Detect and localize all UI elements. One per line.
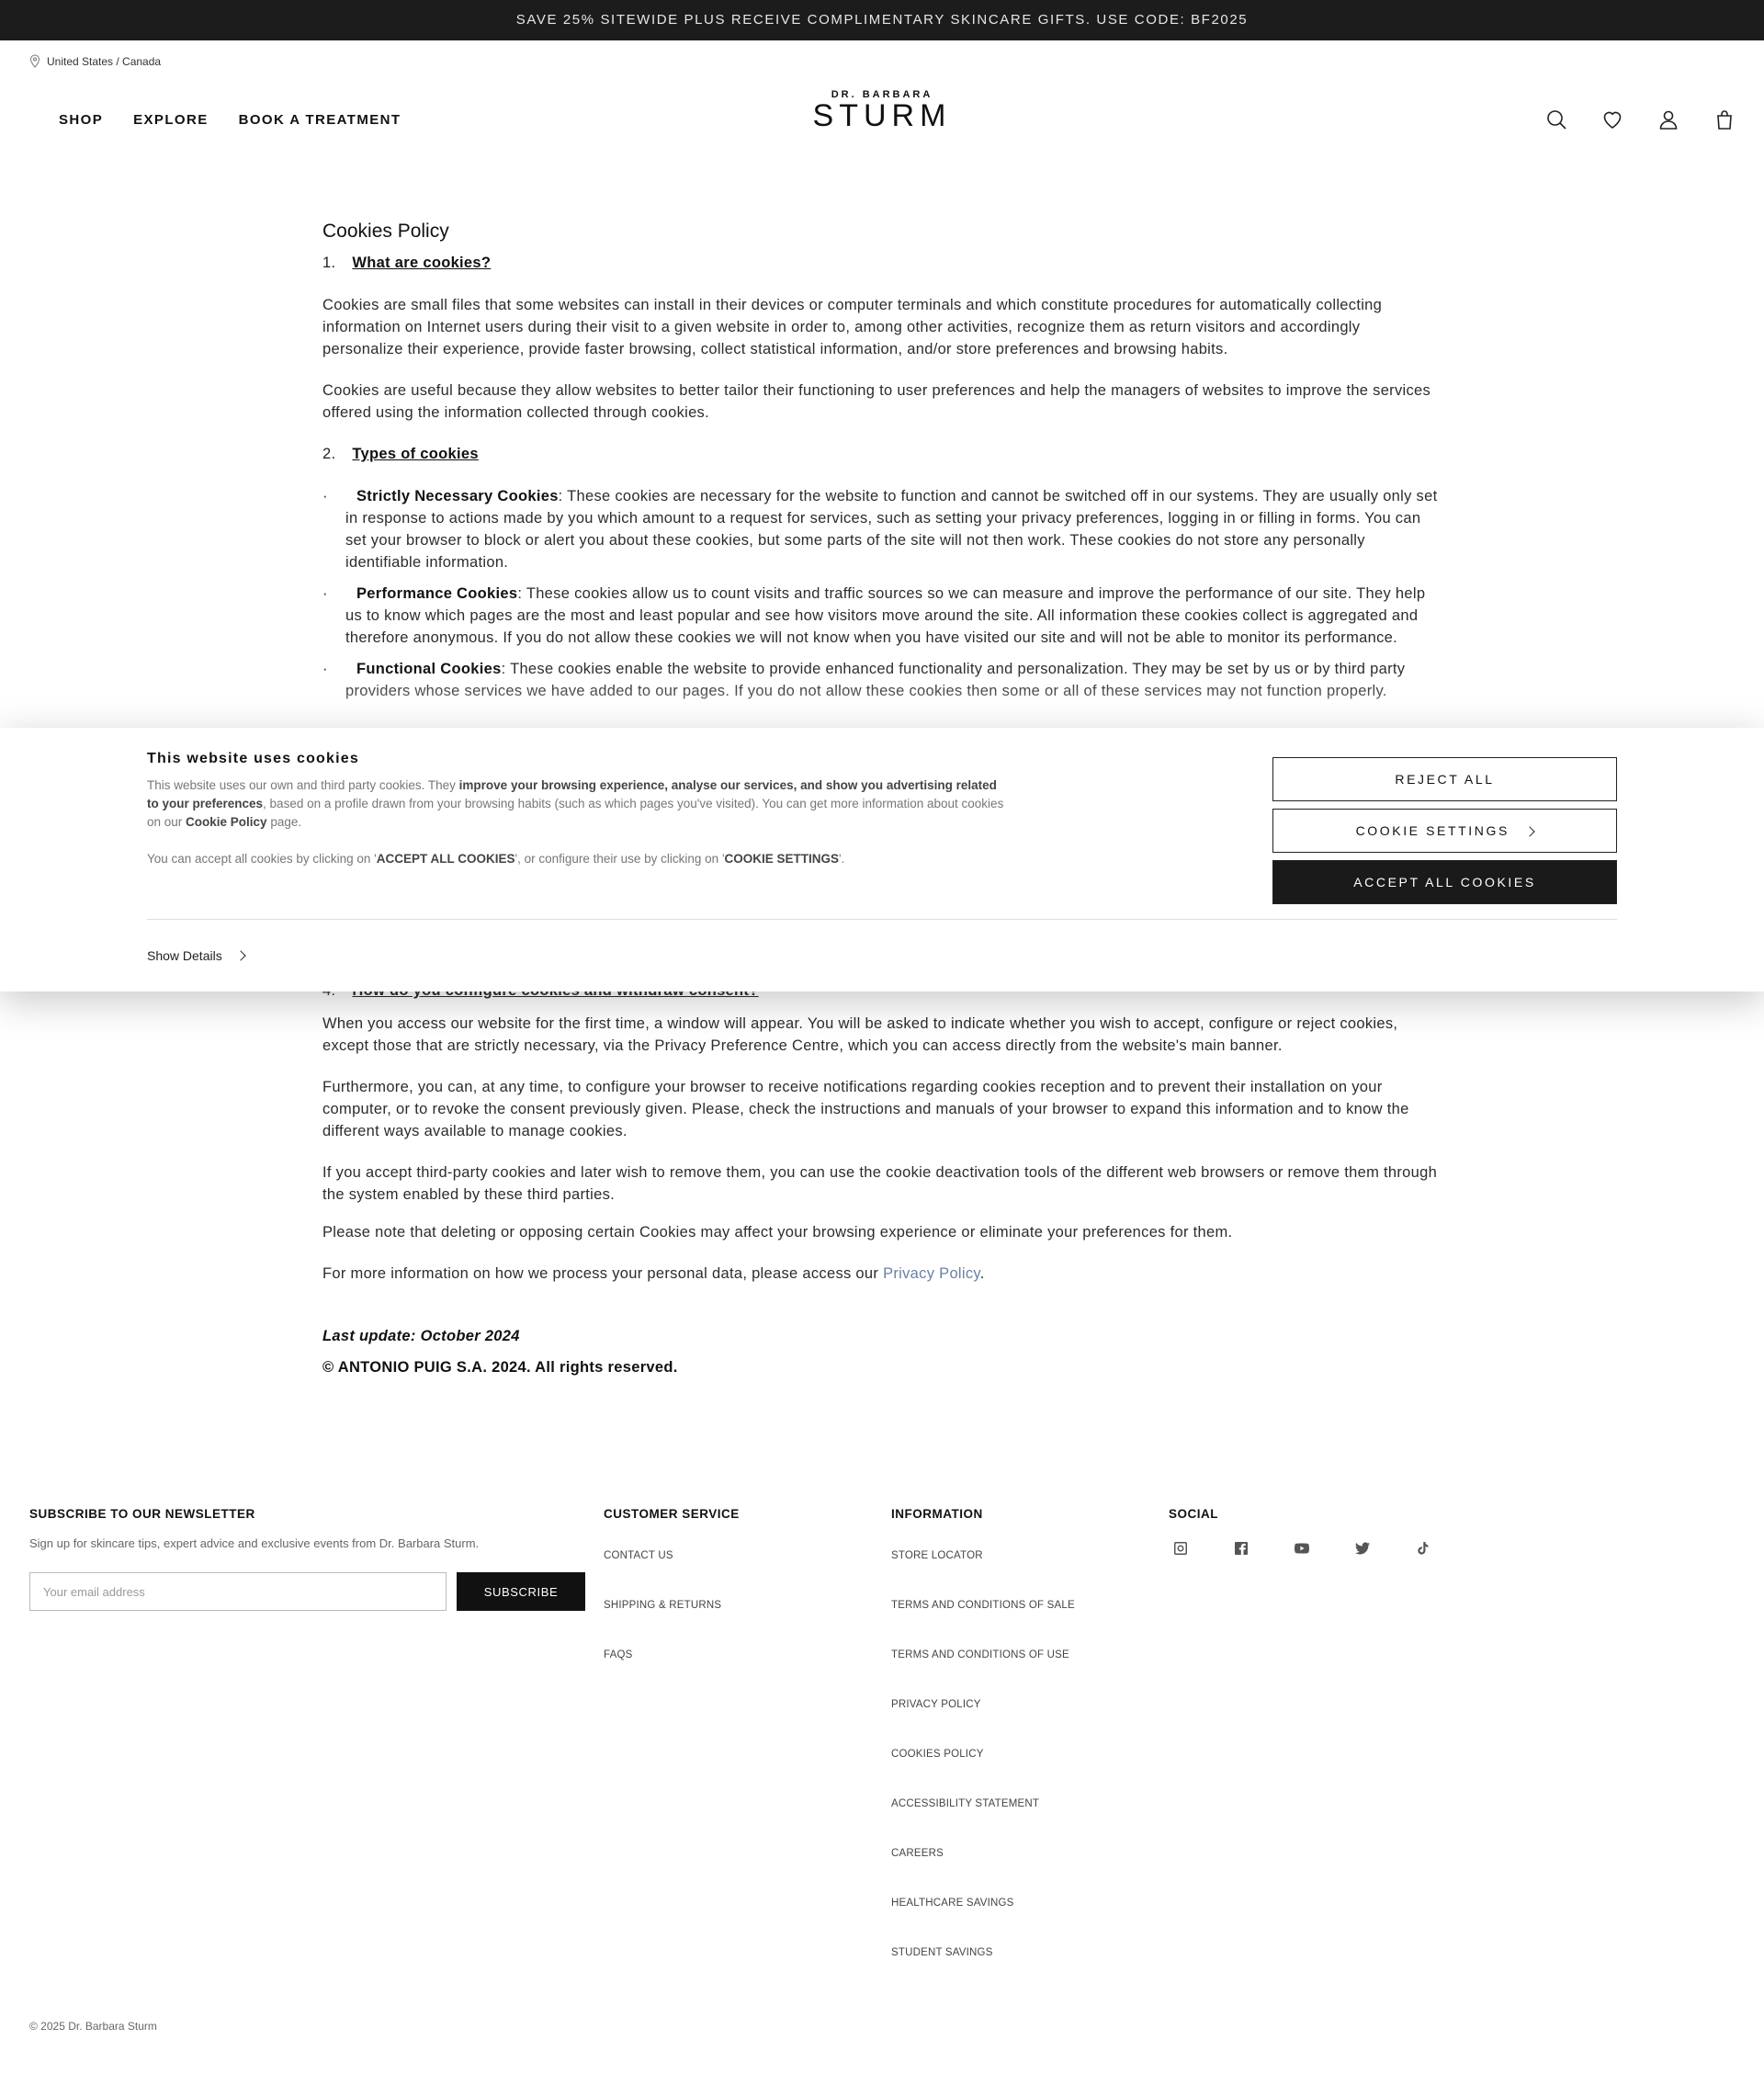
paragraph bbox=[322, 1263, 1443, 1285]
bullet-dot: · bbox=[322, 661, 328, 677]
policy-copyright: © ANTONIO PUIG S.A. 2024. All rights reserved. bbox=[322, 1359, 678, 1376]
region-label: United States / Canada bbox=[47, 54, 162, 68]
footer-link-privacy[interactable]: PRIVACY POLICY bbox=[891, 1699, 981, 1710]
footer-link-contact[interactable]: CONTACT US bbox=[604, 1550, 673, 1561]
section-number: 2. bbox=[322, 446, 336, 462]
region-selector[interactable] bbox=[29, 54, 161, 68]
cookie-settings-button[interactable] bbox=[1272, 809, 1617, 853]
newsletter-title: SUBSCRIBE TO OUR NEWSLETTER bbox=[29, 1507, 255, 1521]
cookie-banner-text bbox=[147, 776, 1011, 832]
cookie-banner-instructions bbox=[147, 850, 1011, 868]
social-title: SOCIAL bbox=[1169, 1507, 1219, 1521]
page-title: Cookies Policy bbox=[322, 221, 449, 242]
show-details-label: Show Details bbox=[147, 948, 222, 963]
footer-link-terms-sale[interactable]: TERMS AND CONDITIONS OF SALE bbox=[891, 1600, 1075, 1611]
heart-icon[interactable] bbox=[1600, 107, 1625, 132]
cookie-text-part: page. bbox=[266, 815, 302, 829]
footer-link-cookies[interactable]: COOKIES POLICY bbox=[891, 1749, 984, 1760]
twitter-icon[interactable] bbox=[1351, 1536, 1374, 1560]
footer-link-store-locator[interactable]: STORE LOCATOR bbox=[891, 1550, 983, 1561]
nav-explore[interactable]: EXPLORE bbox=[133, 112, 209, 128]
bullet-text: : These cookies enable the website to provide enhanced functionality and personalization. They may be set by us or by third party providers whose services we have added to our pages. If you do not allow these cookies then some or all of these services may not function properly. bbox=[345, 661, 1406, 699]
section-title: Types of cookies bbox=[352, 446, 479, 462]
privacy-text-end: . bbox=[979, 1265, 985, 1282]
divider bbox=[147, 919, 1617, 920]
instagram-icon[interactable] bbox=[1169, 1536, 1193, 1560]
header-icons bbox=[1544, 107, 1737, 132]
reject-all-button[interactable]: REJECT ALL bbox=[1272, 757, 1617, 801]
logo-main-text: STURM bbox=[812, 98, 952, 133]
footer-copyright: © 2025 Dr. Barbara Sturm bbox=[29, 2020, 157, 2033]
paragraph: Cookies are small files that some websites can install in their devices or computer terminals and which constitute procedures for automatically collecting information on Internet users during their visit to a given website in order to, among other activities, recognize them as return visitors and accordingly personalize their experience, provide faster browsing, collect statistical information, and/or store preferences and browsing habits. bbox=[322, 297, 1383, 357]
section-heading bbox=[322, 252, 1443, 274]
privacy-policy-link[interactable]: Privacy Policy bbox=[883, 1265, 980, 1282]
social-links bbox=[1169, 1536, 1435, 1560]
email-input[interactable]: Your email address bbox=[29, 1572, 447, 1611]
paragraph: Furthermore, you can, at any time, to configure your browser to receive notifications regarding cookies reception and to prevent their installation on your computer, or to revoke the consent previously given. Please, check the instructions and manuals of your browser to expand this information and to know the different ways available to manage cookies. bbox=[322, 1079, 1409, 1139]
youtube-icon[interactable] bbox=[1290, 1536, 1314, 1560]
bullet-title: Functional Cookies bbox=[356, 661, 502, 677]
bag-icon[interactable] bbox=[1712, 107, 1737, 132]
privacy-text: For more information on how we process your personal data, please access our bbox=[322, 1265, 884, 1282]
chevron-right-icon bbox=[235, 950, 245, 960]
last-update: Last update: October 2024 bbox=[322, 1328, 520, 1344]
cookie-text-bold: COOKIE SETTINGS bbox=[724, 852, 840, 866]
list-item bbox=[322, 485, 1443, 573]
facebook-icon[interactable] bbox=[1229, 1536, 1253, 1560]
list-item bbox=[322, 658, 1443, 702]
cookie-text-part: '. bbox=[839, 852, 845, 866]
cookie-text-part: ', or configure their use by clicking on ' bbox=[514, 852, 725, 866]
footer-link-shipping[interactable]: SHIPPING & RETURNS bbox=[604, 1600, 722, 1611]
cookie-text-part: This website uses our own and third party cookies. They bbox=[147, 778, 459, 792]
footer-link-healthcare[interactable]: HEALTHCARE SAVINGS bbox=[891, 1898, 1014, 1909]
paragraph: If you accept third-party cookies and later wish to remove them, you can use the cookie deactivation tools of the different web browsers or remove them through the system enabled by these third parties. bbox=[322, 1164, 1438, 1203]
accept-all-cookies-button[interactable]: ACCEPT ALL COOKIES bbox=[1272, 860, 1617, 904]
paragraph: Please note that deleting or opposing certain Cookies may affect your browsing experience or eliminate your preferences for them. bbox=[322, 1224, 1233, 1241]
section-number: 1. bbox=[322, 255, 336, 271]
footer-link-terms-use[interactable]: TERMS AND CONDITIONS OF USE bbox=[891, 1649, 1069, 1660]
newsletter-text: Sign up for skincare tips, expert advice and exclusive events from Dr. Barbara Sturm. bbox=[29, 1536, 480, 1550]
main-nav bbox=[59, 112, 401, 128]
information-title: INFORMATION bbox=[891, 1507, 983, 1521]
chevron-right-icon bbox=[1525, 826, 1535, 836]
brand-logo[interactable] bbox=[808, 89, 956, 131]
cookie-text-part: , based on a profile drawn from your browsing habits (such as which pages you've visited). You can get more information about cookies on our bbox=[147, 797, 1004, 829]
cookie-text-part: You can accept all cookies by clicking on ' bbox=[147, 852, 377, 866]
bullet-text: : These cookies are necessary for the website to function and cannot be switched off in our systems. They are usually only set in response to actions made by you which amount to a request for services, such as setting your privacy preferences, logging in or filling in forms. You can set your browser to block or alert you about these cookies, but some parts of the site will not then work. These cookies do not store any personally identifiable information. bbox=[345, 488, 1438, 571]
paragraph: When you access our website for the first time, a window will appear. You will be asked to indicate whether you wish to accept, configure or reject cookies, except those that are strictly necessary, via the Privacy Preference Centre, which you can access directly from the website's main banner. bbox=[322, 1015, 1398, 1054]
subscribe-button[interactable]: SUBSCRIBE bbox=[457, 1572, 585, 1611]
bullet-title: Strictly Necessary Cookies bbox=[356, 488, 559, 504]
cookie-text-bold: improve your browsing experience, analyse our services, and show you advertising related to your preferences bbox=[147, 778, 997, 810]
customer-service-title: CUSTOMER SERVICE bbox=[604, 1507, 740, 1521]
bullet-dot: · bbox=[322, 488, 328, 504]
search-icon[interactable] bbox=[1544, 107, 1569, 132]
bullet-text: : These cookies allow us to count visits and traffic sources so we can measure and improve the performance of our site. They help us to know which pages are the most and least popular and see how visitors move around the site. All information these cookies collect is aggregated and therefore anonymous. If you do not allow these cookies we will not know when you have visited our site and will not be able to monitor its performance. bbox=[345, 585, 1426, 646]
account-icon[interactable] bbox=[1656, 107, 1681, 132]
footer-link-student[interactable]: STUDENT SAVINGS bbox=[891, 1947, 993, 1958]
footer-link-careers[interactable]: CAREERS bbox=[891, 1848, 944, 1859]
promo-banner[interactable]: SAVE 25% SITEWIDE PLUS RECEIVE COMPLIMENTARY SKINCARE GIFTS. USE CODE: BF2025 bbox=[0, 0, 1764, 40]
cookie-text-bold: ACCEPT ALL COOKIES bbox=[376, 852, 515, 866]
logo-top-text: DR. BARBARA bbox=[831, 89, 933, 100]
cookies-policy-lower bbox=[322, 980, 1443, 1398]
cookie-banner-title: This website uses cookies bbox=[147, 751, 359, 766]
cookies-policy-content bbox=[322, 221, 1443, 711]
section-heading bbox=[322, 443, 1443, 465]
footer-link-accessibility[interactable]: ACCESSIBILITY STATEMENT bbox=[891, 1798, 1040, 1809]
location-pin-icon bbox=[29, 54, 40, 68]
section-title: What are cookies? bbox=[352, 255, 492, 271]
cookie-policy-link[interactable]: Cookie Policy bbox=[186, 815, 267, 829]
bullet-title: Performance Cookies bbox=[356, 585, 518, 602]
bullet-dot: · bbox=[322, 585, 328, 602]
nav-book-treatment[interactable]: BOOK A TREATMENT bbox=[238, 112, 401, 128]
tiktok-icon[interactable] bbox=[1411, 1536, 1435, 1560]
show-details-toggle[interactable] bbox=[147, 948, 244, 963]
cookie-banner bbox=[0, 728, 1764, 992]
cookie-settings-label: COOKIE SETTINGS bbox=[1355, 823, 1510, 838]
list-item bbox=[322, 583, 1443, 649]
nav-shop[interactable]: SHOP bbox=[59, 112, 104, 128]
paragraph: Cookies are useful because they allow websites to better tailor their functioning to user preferences and help the managers of websites to improve the services offered using the information collected through cookies. bbox=[322, 382, 1431, 421]
footer-link-faqs[interactable]: FAQS bbox=[604, 1649, 633, 1660]
